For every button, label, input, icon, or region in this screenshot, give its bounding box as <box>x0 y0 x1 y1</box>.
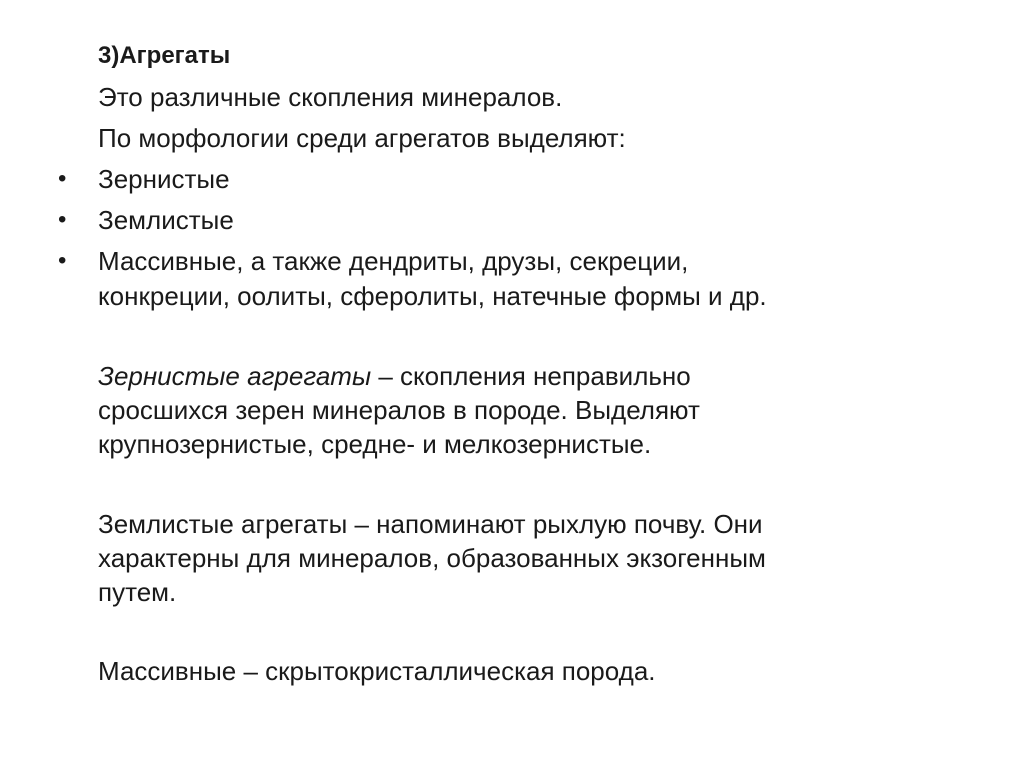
granular-paragraph-line-3: крупнозернистые, средне- и мелкозернистые. <box>98 429 652 459</box>
granular-paragraph-line-1 <box>98 361 691 391</box>
earthy-paragraph-line-2: характерны для минералов, образованных экзогенным <box>98 543 766 573</box>
bullet-item-massive-line-1: Массивные, а также дендриты, друзы, секреции, <box>98 246 689 276</box>
earthy-paragraph-line-3: путем. <box>98 577 177 607</box>
bullet-item-massive-line-2: конкреции, оолиты, сферолиты, натечные формы и др. <box>98 281 767 311</box>
granular-term: Зернистые агрегаты <box>98 361 372 391</box>
bullet-item-granular: Зернистые <box>98 164 230 194</box>
massive-paragraph-line-1: Массивные – скрытокристаллическая порода. <box>98 656 656 686</box>
granular-paragraph-line-2: сросшихся зерен минералов в породе. Выделяют <box>98 395 700 425</box>
intro-line-2: По морфологии среди агрегатов выделяют: <box>98 123 626 153</box>
bullet-marker: • <box>58 206 67 233</box>
bullet-item-earthy: Землистые <box>98 205 234 235</box>
intro-line-1: Это различные скопления минералов. <box>98 82 563 112</box>
section-heading: 3)Агрегаты <box>98 42 231 69</box>
earthy-paragraph-line-1: Землистые агрегаты – напоминают рыхлую почву. Они <box>98 509 763 539</box>
bullet-marker: • <box>58 247 67 274</box>
bullet-marker: • <box>58 165 67 192</box>
granular-definition-start: – скопления неправильно <box>371 361 691 391</box>
